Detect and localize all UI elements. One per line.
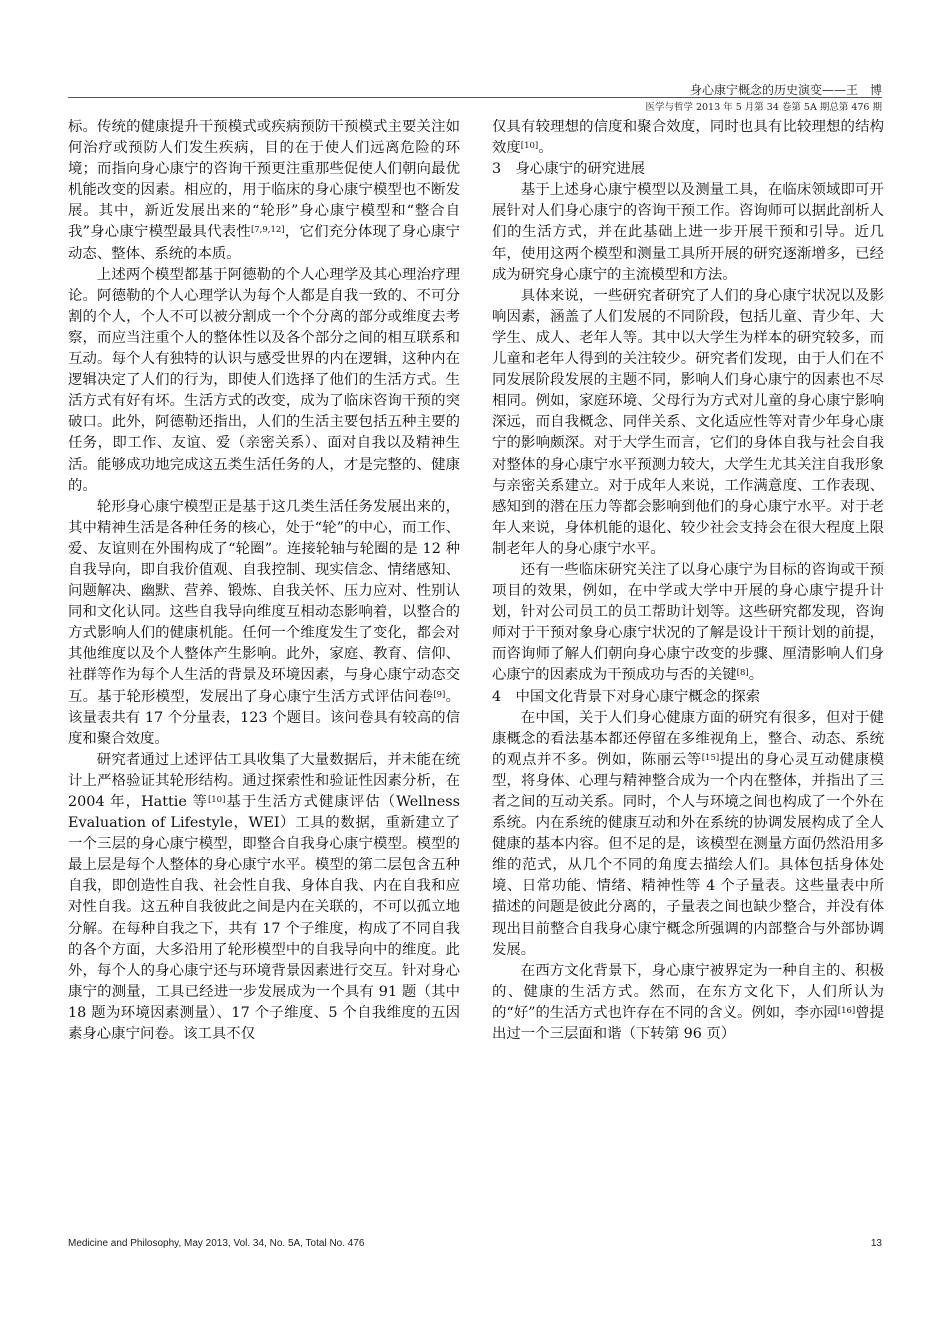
citation: [10]	[207, 795, 226, 805]
running-title: 身心康宁概念的历史演变——王 博	[689, 83, 882, 97]
footer-journal: Medicine and Philosophy, May 2013, Vol. 34, No. 5A, Total No. 476	[68, 1238, 365, 1249]
citation: [16]	[837, 1005, 856, 1016]
paragraph: 研究者通过上述评估工具收集了大量数据后，并未能在统计上严格验证其轮形结构。通过探索性和验证性因素分析，在 2004 年，Hattie 等[10]基于生活方式健康评估（Wellness Evaluation of Lifestyle，WEI）工具的数据，重新建立了一个三层的身心康宁模型，即整合自我身心康宁模型。模型的最上层是每个人整体的身心康宁水平。模型的第二层包含五种自我，即创造性自我、社会性自我、身体自我、内在自我和应对性自我。这五种自我彼此之间是内在关联的，不可以孤立地分解。在每种自我之下，共有 17 个子维度，构成了不同自我的各个方面，大多沿用了轮形模型中的自我导向中的维度。此外，每个人的身心康宁还与环境背景因素进行交互。针对身心康宁的测量，工具已经进一步发展成为一个具有 91 题（其中 18 题为环境因素测量）、17 个子维度、5 个自我维度的五因素身心康宁问卷。该工具不仅	[68, 751, 460, 1043]
paragraph: 标。传统的健康提升干预模式或疾病预防干预模式主要关注如何治疗或预防人们发生疾病，目的在于使人们远离危险的环境；而指向身心康宁的咨询干预更注重那些促使人们朝向最优机能改变的因素。相应的，用于临床的身心康宁模型也不断发展。其中，新近发展出来的“轮形”身心康宁模型和“整合自我”身心康宁模型最具代表性[7,9,12]，它们充分体现了身心康宁动态、整体、系统的本质。	[68, 119, 460, 262]
paragraph: 上述两个模型都基于阿德勒的个人心理学及其心理治疗理论。阿德勒的个人心理学认为每个人都是自我一致的、不可分割的个人，个人不可以被分割成一个个分离的部分或维度去考察，而应当注重个人的整体性以及各个部分之间的相互联系和互动。每个人有独特的认识与感受世界的内在逻辑，这种内在逻辑决定了人们的行为，即使人们选择了他们的生活方式。生活方式有好有坏。生活方式的改变，成为了临床咨询干预的突破口。此外，阿德勒还指出，人们的生活主要包括五种主要的任务，即工作、友谊、爱（亲密关系）、面对自我以及精神生活。能够成功地完成这五类生活任务的人，才是完整的、健康的。	[68, 266, 460, 494]
citation: [7,9,12]	[250, 225, 285, 236]
paragraph: 在西方文化背景下，身心康宁被界定为一种自主的、积极的、健康的生活方式。然而，在东方文化下，人们所认为的“好”的生活方式也许存在不同的含义。例如，李亦园[16]曾提出过一个三层面和谐（下转第 96 页）	[492, 962, 884, 1043]
paragraph: 还有一些临床研究关注了以身心康宁为目标的咨询或干预项目的效果，例如，在中学或大学中开展的身心康宁提升计划，针对公司员工的员工帮助计划等。这些研究都发现，咨询师对于干预对象身心康宁状况的了解是设计干预计划的前提，而咨询师了解人们朝向身心康宁改变的步骤、厘清影响人们身心康宁的因素成为干预成功与否的关键[8]。	[492, 561, 884, 684]
section-heading: 4 中国文化背景下对身心康宁概念的探索	[492, 688, 761, 705]
citation: [10]	[520, 141, 539, 152]
paragraph: 在中国，关于人们身心健康方面的研究有很多，但对于健康概念的看法基本都还停留在多维视角上，整合、动态、系统的观点并不多。例如，陈丽云等[15]提出的身心灵互动健康模型，将身体、心理与精神整合成为一个内在整体，并指出了三者之间的互动关系。同时，个人与环境之间也构成了一个外在系统。内在系统的健康互动和外在系统的协调发展构成了全人健康的基本内容。但不足的是，该模型在测量方面仍然沿用多维的范式，从几个不同的角度去描绘人们。具体包括身体处境、日常功能、情绪、精神性等 4 个子量表。这些量表中所描述的问题是彼此分离的，子量表之间也缺少整合，并没有体现出目前整合自我身心康宁概念所强调的内部整合与外部协调发展。	[492, 709, 884, 958]
citation: [9]	[433, 689, 446, 700]
paragraph: 仅具有较理想的信度和聚合效度，同时也具有比较理想的结构效度[10]。	[492, 119, 884, 157]
section-heading: 3 身心康宁的研究进展	[492, 161, 646, 178]
citation: [15]	[701, 752, 720, 763]
paragraph: 具体来说，一些研究者研究了人们的身心康宁状况以及影响因素，涵盖了人们发展的不同阶段，包括儿童、青少年、大学生、成人、老年人等。其中以大学生为样本的研究较多，而儿童和老年人得到的关注较少。研究者们发现，由于人们在不同发展阶段发展的主题不同，影响人们身心康宁的因素也不尽相同。例如，家庭环境、父母行为方式对儿童的身心康宁影响深远，而自我概念、同伴关系、文化适应性等对青少年身心康宁的影响颇深。对于大学生而言，它们的身体自我与社会自我对整体的身心康宁水平预测力较大，大学生尤其关注自我形象与亲密关系建立。对于成年人来说，工作满意度、工作表现、感知到的潜在压力等都会影响到他们的身心康宁水平。对于老年人来说，身体机能的退化、较少社会支持会在很大程度上限制老年人的身心康宁水平。	[492, 287, 884, 557]
page-number: 13	[870, 1238, 882, 1249]
citation: [8]	[736, 668, 749, 679]
header-rule	[68, 97, 882, 98]
left-column	[68, 117, 460, 1045]
right-column	[492, 117, 884, 1045]
paragraph: 轮形身心康宁模型正是基于这几类生活任务发展出来的，其中精神生活是各种任务的核心，处于“轮”的中心，而工作、爱、友谊则在外围构成了“轮圈”。连接轮轴与轮圈的是 12 种自我导向，即自我价值观、自我控制、现实信念、情绪感知、问题解决、幽默、营养、锻炼、自我关怀、压力应对、性别认同和文化认同。这些自我导向维度互相动态影响着，以整合的方式影响人们的健康机能。任何一个维度发生了变化，都会对其他维度以及个人整体产生影响。此外，家庭、教育、信仰、社群等作为每个人生活的背景及环境因素，与身心康宁动态交互。基于轮形模型，发展出了身心康宁生活方式评估问卷[9]。该量表共有 17 个分量表，123 个题目。该问卷具有较高的信度和聚合效度。	[68, 498, 460, 747]
journal-issue-line: 医学与哲学 2013 年 5 月第 34 卷第 5A 期总第 476 期	[645, 102, 882, 113]
paragraph: 基于上述身心康宁模型以及测量工具，在临床领域即可开展针对人们身心康宁的咨询干预工作。咨询师可以据此剖析人们的生活方式，并在此基础上进一步开展干预和引导。近几年，使用这两个模型和测量工具所开展的研究逐渐增多，已经成为研究身心康宁的主流模型和方法。	[492, 182, 884, 283]
